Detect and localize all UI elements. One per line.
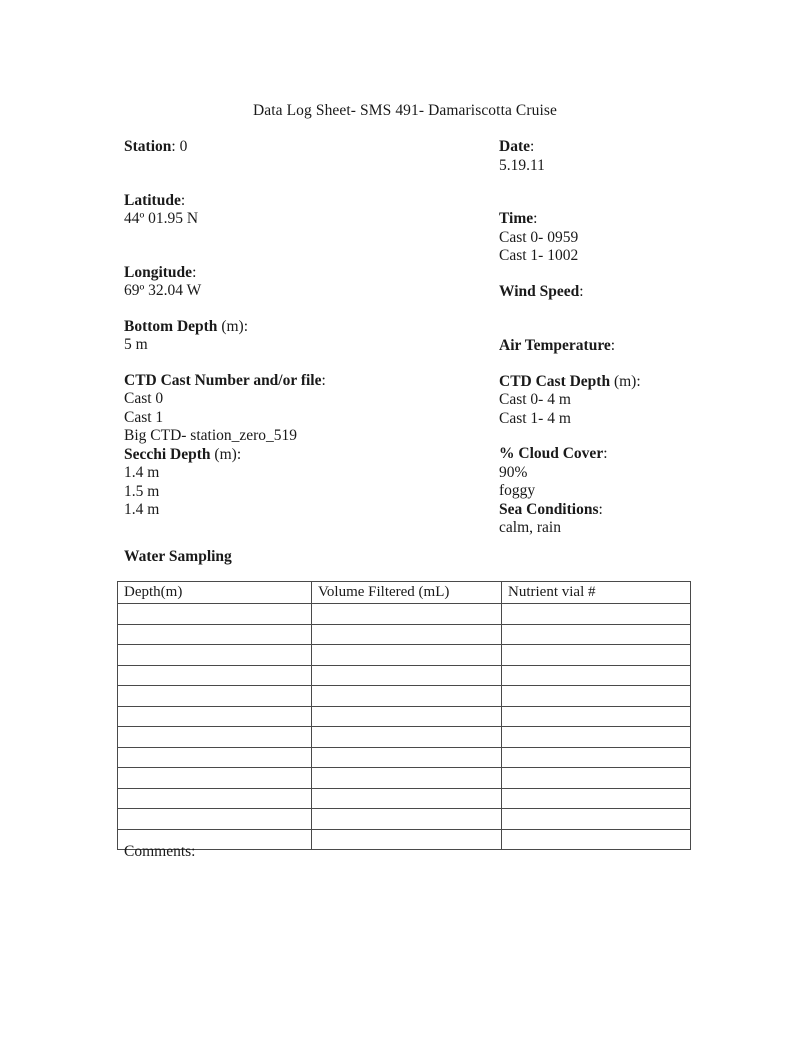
spacer xyxy=(124,229,484,264)
field-colon: : xyxy=(598,500,603,518)
spacer xyxy=(124,157,484,192)
field-ctd-cast-depth xyxy=(499,373,799,429)
field-unit: (m) xyxy=(210,445,237,463)
field-value: 5.19.11 xyxy=(499,156,545,174)
field-sea-conditions xyxy=(499,501,799,538)
table-cell[interactable] xyxy=(312,645,502,666)
field-label-text: CTD Cast Depth xyxy=(499,372,611,390)
field-colon: : xyxy=(603,445,608,462)
column-header: Nutrient vial # xyxy=(502,582,691,604)
field-label-text: Secchi Depth xyxy=(124,445,211,463)
comments-label: Comments: xyxy=(124,843,196,860)
field-label xyxy=(499,283,799,302)
spacer xyxy=(124,301,484,318)
field-bottom-depth xyxy=(124,318,484,355)
field-colon: : xyxy=(180,191,186,209)
table-row xyxy=(118,747,691,768)
table-cell[interactable] xyxy=(312,604,502,625)
field-label xyxy=(499,373,799,392)
table-cell[interactable] xyxy=(312,747,502,768)
field-label xyxy=(124,192,484,211)
column-header: Depth(m) xyxy=(118,582,312,604)
table-cell[interactable] xyxy=(502,768,691,789)
field-value: calm, rain xyxy=(499,519,561,536)
table-cell[interactable] xyxy=(312,686,502,707)
spacer xyxy=(499,301,799,337)
field-value: 69º 32.04 W xyxy=(124,282,202,299)
field-value: 5 m xyxy=(124,336,148,353)
table-row xyxy=(118,727,691,748)
table-row xyxy=(118,788,691,809)
table-cell[interactable] xyxy=(118,624,312,645)
table-cell[interactable] xyxy=(118,747,312,768)
field-station xyxy=(124,138,484,157)
field-value: 1.5 m xyxy=(124,482,160,500)
field-column-left xyxy=(124,138,484,520)
table-row xyxy=(118,768,691,789)
table-row xyxy=(118,624,691,645)
field-label xyxy=(124,138,484,157)
field-value: 44º 01.95 N xyxy=(124,210,199,227)
water-sampling-table xyxy=(117,581,691,850)
field-latitude xyxy=(124,192,484,229)
field-label-text: Station xyxy=(124,138,172,155)
table-body xyxy=(118,604,691,850)
field-time xyxy=(499,210,799,266)
field-value: Cast 1- 4 m xyxy=(499,409,571,427)
field-label xyxy=(124,446,484,465)
field-longitude xyxy=(124,264,484,301)
page-title: Data Log Sheet- SMS 491- Damariscotta Cruise xyxy=(252,102,557,119)
field-value: Cast 0 xyxy=(124,390,164,407)
field-value: 1.4 m xyxy=(124,464,160,481)
table-cell[interactable] xyxy=(502,686,691,707)
field-value: foggy xyxy=(499,482,536,499)
table-cell[interactable] xyxy=(502,645,691,666)
table-cell[interactable] xyxy=(118,686,312,707)
table-cell[interactable] xyxy=(502,809,691,830)
table-cell[interactable] xyxy=(118,665,312,686)
field-colon: : xyxy=(236,445,242,463)
spacer xyxy=(124,355,484,372)
spacer xyxy=(499,356,799,373)
spacer xyxy=(499,266,799,283)
field-colon: : xyxy=(171,138,176,155)
field-colon: : xyxy=(192,263,197,281)
table-cell[interactable] xyxy=(502,747,691,768)
table-row xyxy=(118,829,691,850)
spacer xyxy=(499,428,799,445)
field-value: Cast 0- 0959 xyxy=(499,228,579,246)
table-cell[interactable] xyxy=(118,645,312,666)
table-row xyxy=(118,604,691,625)
field-air-temperature xyxy=(499,337,799,356)
field-inline-value: 0 xyxy=(179,138,188,155)
field-label-text: Date xyxy=(499,138,530,155)
field-label xyxy=(499,138,799,157)
field-label xyxy=(499,445,799,464)
field-ctd-cast-number-and-or-file xyxy=(124,372,484,446)
field-label-text: Sea Conditions xyxy=(499,500,599,518)
table-cell[interactable] xyxy=(118,706,312,727)
field-colon: : xyxy=(321,371,326,389)
table-cell[interactable] xyxy=(502,727,691,748)
table-cell[interactable] xyxy=(312,829,502,850)
table-cell[interactable] xyxy=(312,624,502,645)
field-label xyxy=(499,210,799,229)
field-column-right xyxy=(499,138,799,538)
table-row xyxy=(118,686,691,707)
table-cell[interactable] xyxy=(312,727,502,748)
field-label xyxy=(499,501,799,520)
field-label-text: Wind Speed xyxy=(499,282,580,300)
table-cell[interactable] xyxy=(502,788,691,809)
field-unit: (m) xyxy=(217,317,244,335)
field-label xyxy=(124,264,484,283)
field-label-text: CTD Cast Number and/or file xyxy=(124,371,322,389)
table-cell[interactable] xyxy=(312,788,502,809)
field-value: Big CTD- station_zero_519 xyxy=(124,427,298,444)
table-cell[interactable] xyxy=(502,706,691,727)
table-cell[interactable] xyxy=(118,788,312,809)
field-value: Cast 1- 1002 xyxy=(499,247,579,264)
field-label-text: Latitude xyxy=(124,191,181,209)
field-value: 90% xyxy=(499,463,528,481)
table-row xyxy=(118,645,691,666)
field-colon: : xyxy=(610,337,616,354)
table-cell[interactable] xyxy=(502,624,691,645)
field-label xyxy=(124,318,484,337)
field-label-text: Air Temperature xyxy=(499,337,611,354)
table-cell[interactable] xyxy=(118,809,312,830)
table-cell[interactable] xyxy=(312,665,502,686)
field-value: 1.4 m xyxy=(124,501,160,518)
table-cell[interactable] xyxy=(118,768,312,789)
table-cell[interactable] xyxy=(312,706,502,727)
table-cell[interactable] xyxy=(118,727,312,748)
table-cell[interactable] xyxy=(502,829,691,850)
column-header: Volume Filtered (mL) xyxy=(312,582,502,604)
table-row xyxy=(118,809,691,830)
field-date xyxy=(499,138,799,175)
spacer xyxy=(499,175,799,210)
field-colon: : xyxy=(636,372,641,390)
table-cell[interactable] xyxy=(118,604,312,625)
field-label-text: Longitude xyxy=(124,263,193,281)
table-head xyxy=(118,582,691,604)
field-colon: : xyxy=(533,210,538,227)
field-secchi-depth xyxy=(124,446,484,520)
table-header-row xyxy=(118,582,691,604)
field-value: Cast 0- 4 m xyxy=(499,391,571,408)
field-colon: : xyxy=(579,282,584,300)
field-label-text: % Cloud Cover xyxy=(499,445,604,462)
water-sampling-heading: Water Sampling xyxy=(124,548,232,565)
field-value: Cast 1 xyxy=(124,408,164,426)
table-row xyxy=(118,706,691,727)
table-cell[interactable] xyxy=(502,604,691,625)
field-unit: (m) xyxy=(610,372,637,390)
field-colon: : xyxy=(530,138,535,155)
field-wind-speed xyxy=(499,283,799,302)
table-cell[interactable] xyxy=(502,665,691,686)
field-cloud-cover xyxy=(499,445,799,501)
field-colon: : xyxy=(243,317,249,335)
table-cell[interactable] xyxy=(312,809,502,830)
field-label xyxy=(124,372,484,391)
field-label-text: Bottom Depth xyxy=(124,317,218,335)
field-label xyxy=(499,337,799,356)
table-cell[interactable] xyxy=(312,768,502,789)
field-label-text: Time xyxy=(499,210,534,227)
table-row xyxy=(118,665,691,686)
